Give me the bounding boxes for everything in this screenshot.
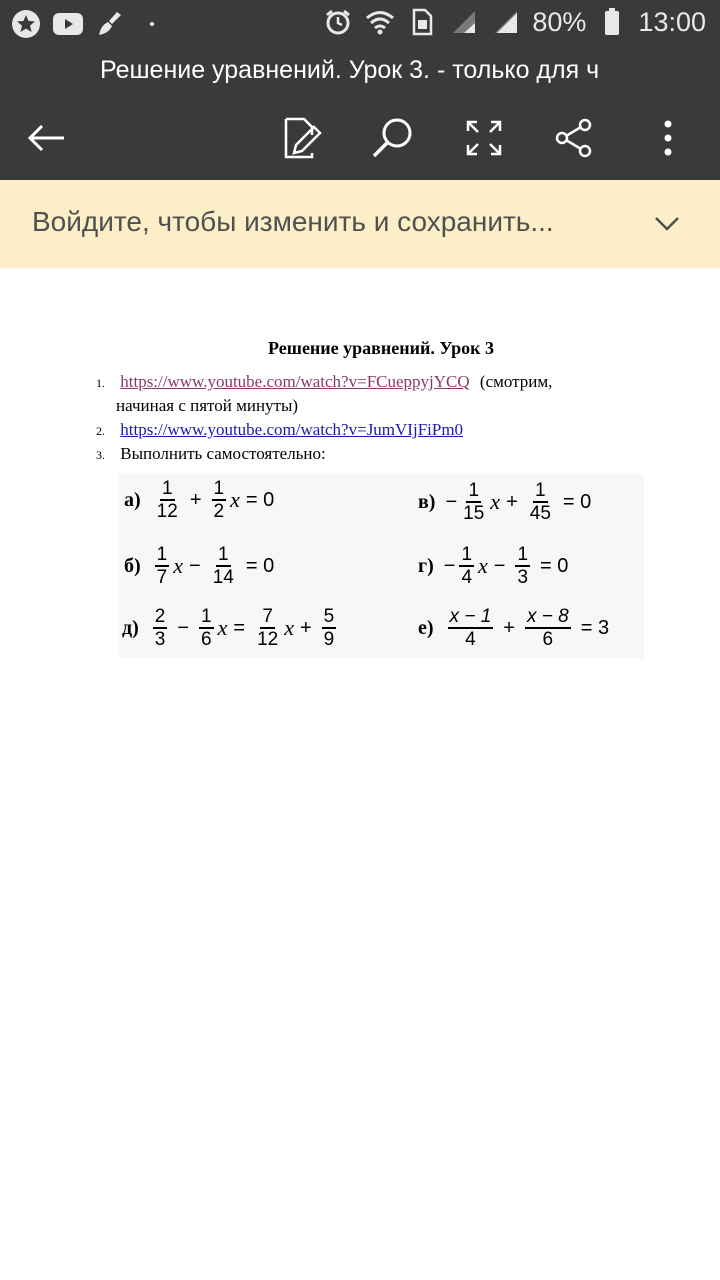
fullscreen-button[interactable] [456,110,512,166]
back-button[interactable] [18,110,74,166]
clock: 13:00 [638,6,706,37]
chevron-down-icon[interactable] [652,208,682,238]
list-item-3: 3. Выполнить самостоятельно: [96,444,326,463]
sim-icon [406,6,438,38]
status-bar [0,0,720,48]
more-options-button[interactable] [640,110,696,166]
dot-icon [136,8,168,40]
more-vert-icon [662,119,674,157]
app-bar [0,48,720,180]
share-button[interactable] [546,110,602,166]
alarm-icon [322,6,354,38]
list-item-1-cont: начиная с пятой минуты) [116,396,299,415]
cleaner-broom-icon [94,8,126,40]
edit-document-icon [282,117,322,159]
fullscreen-icon [465,119,503,157]
share-icon [554,118,594,158]
equation-g: г) − $\frac{1}{4}$ x − $\frac{1}{3}$ = 0 [418,544,569,588]
document-page [0,268,720,1280]
battery-icon [596,6,628,38]
list-item-1: 1. https://www.youtube.com/watch?v=FCueppyjYCQ (смотрим, [96,372,553,391]
equation-d: д) $\frac{2}{3}$ − $\frac{1}{6}$ x = $\frac{7}{12}$ x + $\frac{5}{9}$ [122,606,335,650]
signal-icon-1 [448,6,480,38]
back-arrow-icon [26,123,66,153]
youtube-link-2[interactable]: https://www.youtube.com/watch?v=JumVIjFiPm0 [120,420,464,439]
signal-icon-2 [490,6,522,38]
star-notification-icon [10,8,42,40]
battery-percent: 80% [532,6,587,37]
list-item-2: 2. https://www.youtube.com/watch?v=JumVIjFiPm0 [96,420,464,439]
page-title: Решение уравнений. Урок 3 [268,338,494,358]
youtube-icon [52,8,84,40]
wifi-icon [364,6,396,38]
equation-e: е) $\frac{x - 1}{4}$ + $\frac{x - 8}{6}$ = 3 [418,606,610,650]
signin-banner[interactable] [0,180,720,268]
equation-a: а) $\frac{1}{12}$ + $\frac{1}{2}$ x = 0 [124,478,275,522]
equations-image [118,474,644,658]
document-title: Решение уравнений. Урок 3. - только для ч [100,56,600,84]
equation-b: б) $\frac{1}{7}$ x − $\frac{1}{14}$ = 0 [124,544,275,588]
banner-text: Войдите, чтобы изменить и сохранить... [32,206,554,237]
youtube-link-1[interactable]: https://www.youtube.com/watch?v=FCueppyjYCQ [120,372,470,391]
edit-button[interactable] [274,110,330,166]
equation-v: в) − $\frac{1}{15}$ x + $\frac{1}{45}$ = 0 [418,480,592,524]
search-icon [371,117,413,159]
search-button[interactable] [364,110,420,166]
